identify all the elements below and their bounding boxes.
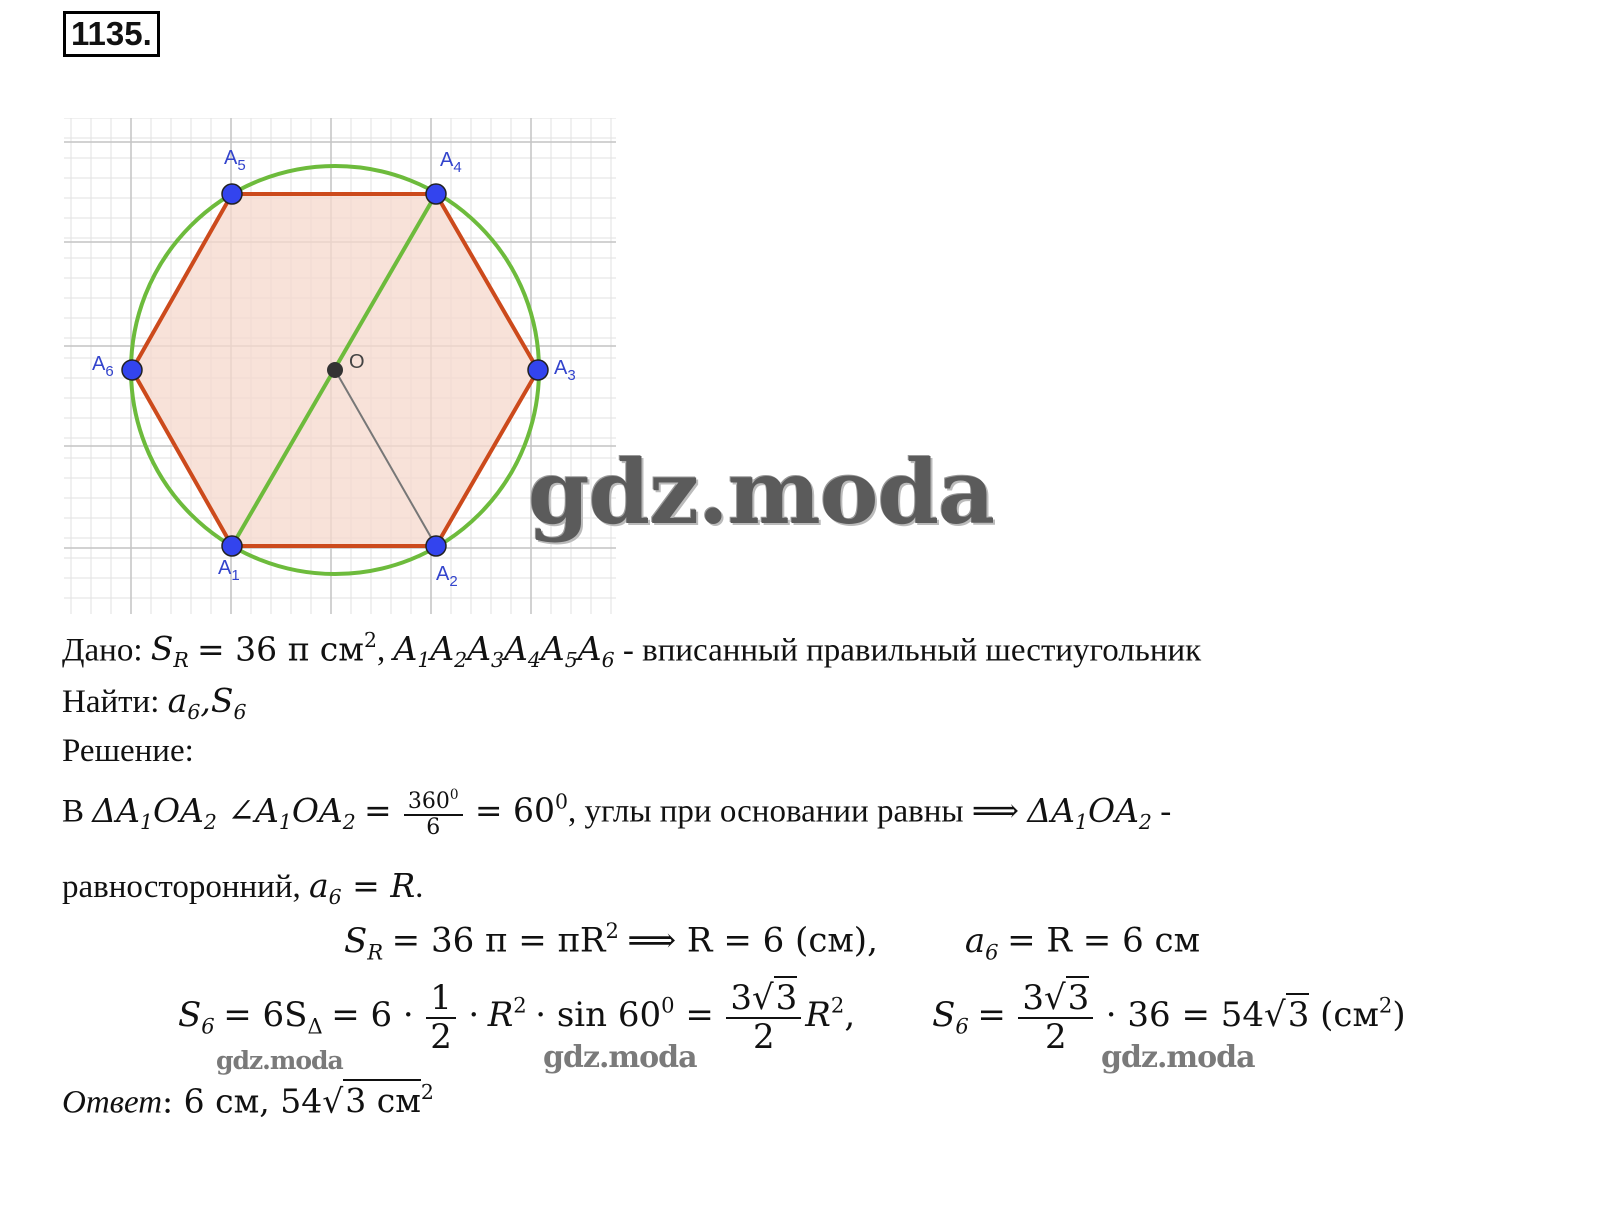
equation-radius: $S_R = 36$ $\pi = \pi R^2$ ⟹ R = 6 (см), $a_6 = R = 6$ см [344, 918, 1201, 965]
watermark-small-2: gdz.moda [543, 1040, 697, 1075]
solution-line-1: В $\Delta A_1OA_2$ $\angle A_1OA_2$ = $\frac{360^0}{6}$ = $60^0$, углы при основании равны ⟹ $\Delta A_1OA_2$ - [62, 787, 1172, 841]
label-a1: $A_1$ [218, 557, 240, 584]
label-a2: $A_2$ [436, 563, 458, 590]
label-a5: $A_5$ [224, 147, 246, 174]
point-a6 [122, 360, 142, 380]
point-a5 [222, 184, 242, 204]
watermark-small-3: gdz.moda [1101, 1040, 1255, 1075]
label-a6: $A_6$ [92, 353, 114, 380]
point-a1 [222, 536, 242, 556]
solution-label: Решение: [62, 733, 194, 769]
watermark-large: gdz.moda [528, 440, 995, 544]
label-a3: $A_3$ [554, 357, 576, 384]
watermark-small-1: gdz.moda [216, 1046, 343, 1075]
answer-line: Ответ: 6 см, 54√3 $см^2$ [62, 1080, 434, 1121]
given-line: Дано: $S_R = 36$ π $см^2$, $A_1A_2A_3A_4A_5A_6$ - вписанный правильный шестиугольник [62, 628, 1202, 673]
point-a2 [426, 536, 446, 556]
point-a3 [528, 360, 548, 380]
find-line: Найти: $a_6,S_6$ [62, 681, 247, 725]
equation-area: $S_6 = 6S_\Delta = 6$ · $\frac{1}{2}$ · $R^2 \cdot \sin 60^0$ = $\frac{3√3}{2}$ $R^2$, $S_6$ = $\frac{3√3}{2}$ · 36 = 54√3 $(см^2)$ [178, 978, 1406, 1058]
point-o [327, 362, 343, 378]
problem-number: 1135. [63, 11, 160, 57]
label-o: O [349, 351, 365, 373]
point-a4 [426, 184, 446, 204]
solution-line-2: равносторонний, $a_6 = R$. [62, 866, 424, 910]
label-a4: $A_4$ [440, 149, 462, 176]
